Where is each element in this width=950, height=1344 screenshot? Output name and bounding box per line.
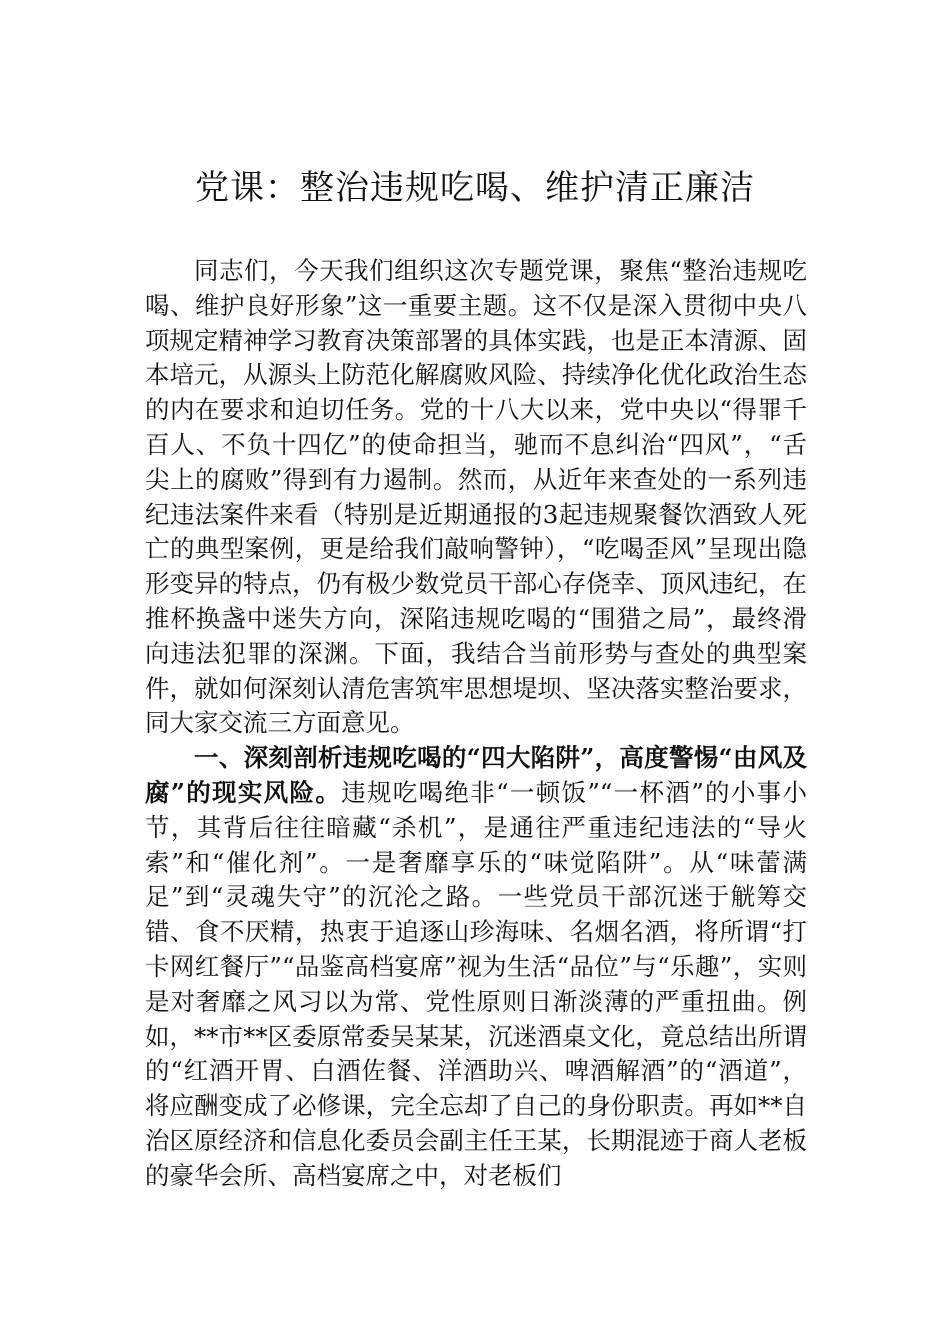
section-one-heading: 一、深刻剖析违规吃喝的“四大陷阱”，高度警惕“由风及腐”的现实风险。 [145, 743, 807, 807]
section-one-paragraph [145, 741, 807, 1193]
document-title: 党课：整治违规吃喝、维护清正廉洁 [195, 168, 755, 208]
section-one-text: 违规吃喝绝非“一顿饭”“一杯酒”的小事小节，其背后往往暗藏“杀机”，是通往严重违纪违法的“导火索”和“催化剂”。一是奢靡享乐的“味觉陷阱”。从“味蕾满足”到“灵魂失守”的沉沦之路。一些党员干部沉迷于觥筹交错、食不厌精，热衷于追逐山珍海味、名烟名酒，将所谓“打卡网红餐厅”“品鉴高档宴席”视为生活“品位”与“乐趣”，实则是对奢靡之风习以为常、党性原则日渐淡薄的严重扭曲。例如，**市**区委原常委吴某某，沉迷酒桌文化，竟总结出所谓的“红酒开胃、白酒佐餐、洋酒助兴、啤酒解酒”的“酒道”，将应酬变成了必修课，完全忘却了自己的身份职责。再如**自治区原经济和信息化委员会副主任王某，长期混迹于商人老板的豪华会所、高档宴席之中，对老板们 [145, 777, 807, 1190]
intro-paragraph: 同志们，今天我们组织这次专题党课，聚焦“整治违规吃喝、维护良好形象”这一重要主题。这不仅是深入贯彻中央八项规定精神学习教育决策部署的具体实践，也是正本清源、固本培元，从源头上防范化解腐败风险、持续净化优化政治生态的内在要求和迫切任务。党的十八大以来，党中央以“得罪千百人、不负十四亿”的使命担当，驰而不息纠治“四风”，“舌尖上的腐败”得到有力遏制。然而，从近年来查处的一系列违纪违法案件来看（特别是近期通报的3起违规聚餐饮酒致人死亡的典型案例，更是给我们敲响警钟），“吃喝歪风”呈现出隐形变异的特点，仍有极少数党员干部心存侥幸、顶风违纪，在推杯换盏中迷失方向，深陷违规吃喝的“围猎之局”，最终滑向违法犯罪的深渊。下面，我结合当前形势与查处的典型案件，就如何深刻认清危害筑牢思想堤坝、坚决落实整治要求，同大家交流三方面意见。 [145, 256, 807, 738]
document-body [145, 254, 807, 1194]
